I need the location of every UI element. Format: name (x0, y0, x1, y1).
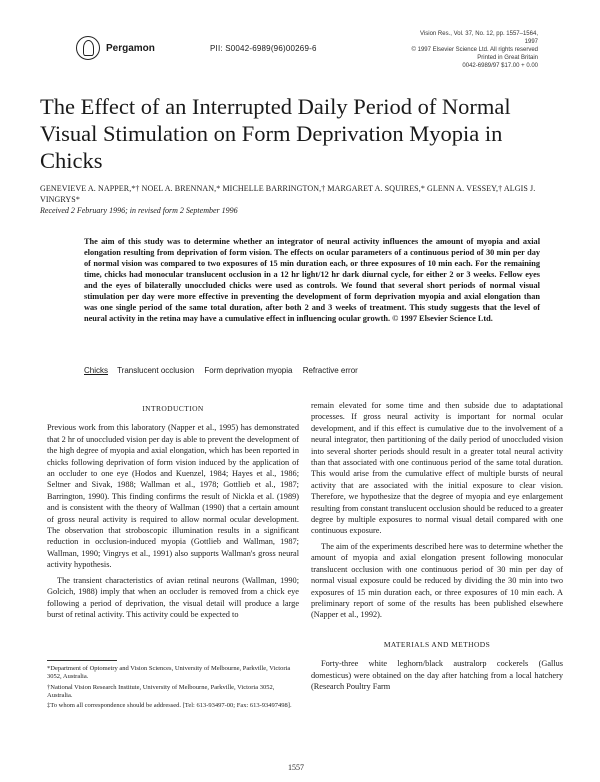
keyword: Translucent occlusion (117, 366, 195, 375)
pii-code: PII: S0042-6989(96)00269-6 (210, 44, 317, 53)
page-number: 1557 (288, 763, 304, 772)
issn-price-line: 0042-6989/97 $17.00 + 0.00 (462, 63, 538, 69)
footnote: ‡To whom all correspondence should be addressed. [Tel: 613-93497-00; Fax: 613-93497498]. (47, 702, 292, 710)
paragraph: remain elevated for some time and then subside due to adaptational processes. If gross neural activity is important for normal ocular development, and if this effect is cumulative due to the involvement of a neural integrator, then partitioning of the daily period of unoccluded vision into several shorter periods should result in a greater total neural activity than that associated with one continuous period of the same total duration. This would arise from the cumulative effect of multiple bursts of neural activity that are associated with the initial exposure to clear vision. Therefore, we hypothesize that the degree of myopia and eye enlargement resulting from constant translucent occlusion should be reduced to a greater degree by multiple exposures to normal visual detail compared with one continuous exposure. (311, 401, 563, 536)
journal-info (408, 30, 538, 70)
received-dates: Received 2 February 1996; in revised form 2 September 1996 (40, 206, 238, 215)
right-column (311, 400, 563, 696)
keyword: Refractive error (302, 366, 358, 375)
keyword: Form deprivation myopia (204, 366, 293, 375)
paragraph: Forty-three white leghorn/black australorp cockerels (Gallus domesticus) were obtained on the day after hatching from a local hatchery (Research Poultry Farm (311, 659, 563, 691)
article-title: The Effect of an Interrupted Daily Period of Normal Visual Stimulation on Form Deprivation Myopia in Chicks (40, 94, 511, 173)
printed-line: Printed in Great Britain (477, 55, 538, 61)
section-heading-methods: MATERIALS AND METHODS (383, 639, 491, 649)
paragraph: The aim of the experiments described here was to determine whether the amount of myopia and axial elongation present following monocular translucent occlusion with one continuous period of 30 min per day of normal visual exposure could be reduced by dividing the 30 min into two exposures of 15 min duration each, or three exposures of 10 min each. A preliminary report of some of the results has been published elsewhere (Napper et al., 1992). (311, 541, 563, 620)
section-heading-introduction: INTRODUCTION (142, 404, 204, 413)
copyright-line: © 1997 Elsevier Science Ltd. All rights reserved (411, 47, 538, 53)
keywords-label: Chicks (84, 366, 109, 375)
paragraph: Previous work from this laboratory (Napper et al., 1995) has demonstrated that 2 hr of unoccluded vision per day is able to prevent the development of the high degree of myopia and axial elongation, which has been reported in chicks following deprivation of form vision induced by the application of an occluder to one eye (Hodos and Kuenzel, 1984; Hayes et al., 1986; Seltner and Sivak, 1988; Wallman et al., 1978; Gottlieb et al., 1987; Barrington, 1990). This finding confirms the result of Nickla et al. (1989) and is consistent with the theory of Wallman (1990) that a certain amount of gross neural activity is required to allow normal ocular development. The observation that stroboscopic illumination results in a significant reduction in occlusion-induced myopia (Gottlieb and Wallman, 1987; Wallman, 1990; Vingrys et al., 1991) also supports Wallman's gross neural activity hypothesis. (47, 423, 299, 570)
abstract: The aim of this study was to determine whether an integrator of neural activity influences the amount of myopia and axial elongation resulting from deprivation of form vision. The effects on ocular parameters of a continuous period of 30 min per day of normal vision was compared to two exposures of 15 min duration each, or three exposures of 10 min each. For the remaining time, chicks had monocular translucent occlusion in a 12 hr light/12 hr dark diurnal cycle, for either 2 or 3 weeks. Fellow eyes and the eyes of bilaterally unoccluded chicks were used as controls. We found that several short periods of normal visual stimulation per day were more effective in preventing the development of form deprivation myopia and axial elongation than was one single period of the same total duration, after both 2 and 3 weeks of treatment. This study suggests that the level of neural activity in the retina may have a cumulative effect in influencing ocular growth. © 1997 Elsevier Science Ltd. (84, 237, 540, 323)
left-column (47, 403, 299, 624)
publisher-name: Pergamon (106, 42, 155, 54)
publisher-block (76, 36, 155, 60)
footnote-divider (47, 660, 117, 661)
footnote: *Department of Optometry and Vision Sciences, University of Melbourne, Parkville, Victoria 3052, Australia. (47, 665, 291, 681)
footnotes (47, 665, 292, 712)
footnote: †National Vision Research Institute, University of Melbourne, Parkville, Victoria 3052, Australia. (47, 683, 275, 699)
author-list: GENEVIEVE A. NAPPER,*† NOEL A. BRENNAN,* MICHELLE BARRINGTON,† MARGARET A. SQUIRES,* GLENN A. VESSEY,† ALGIS J. VINGRYS* (40, 184, 536, 204)
publisher-logo-icon (76, 36, 100, 60)
paragraph: The transient characteristics of avian retinal neurons (Wallman, 1990; Golcich, 1988) imply that when an occluder is removed from a chick eye following a period of deprivation, the visual detail will produce a large burst of retinal activity. This activity could be expected to (47, 575, 299, 619)
journal-citation: Vision Res., Vol. 37, No. 12, pp. 1557–1564, 1997 (420, 31, 538, 45)
keywords-line (84, 366, 366, 375)
